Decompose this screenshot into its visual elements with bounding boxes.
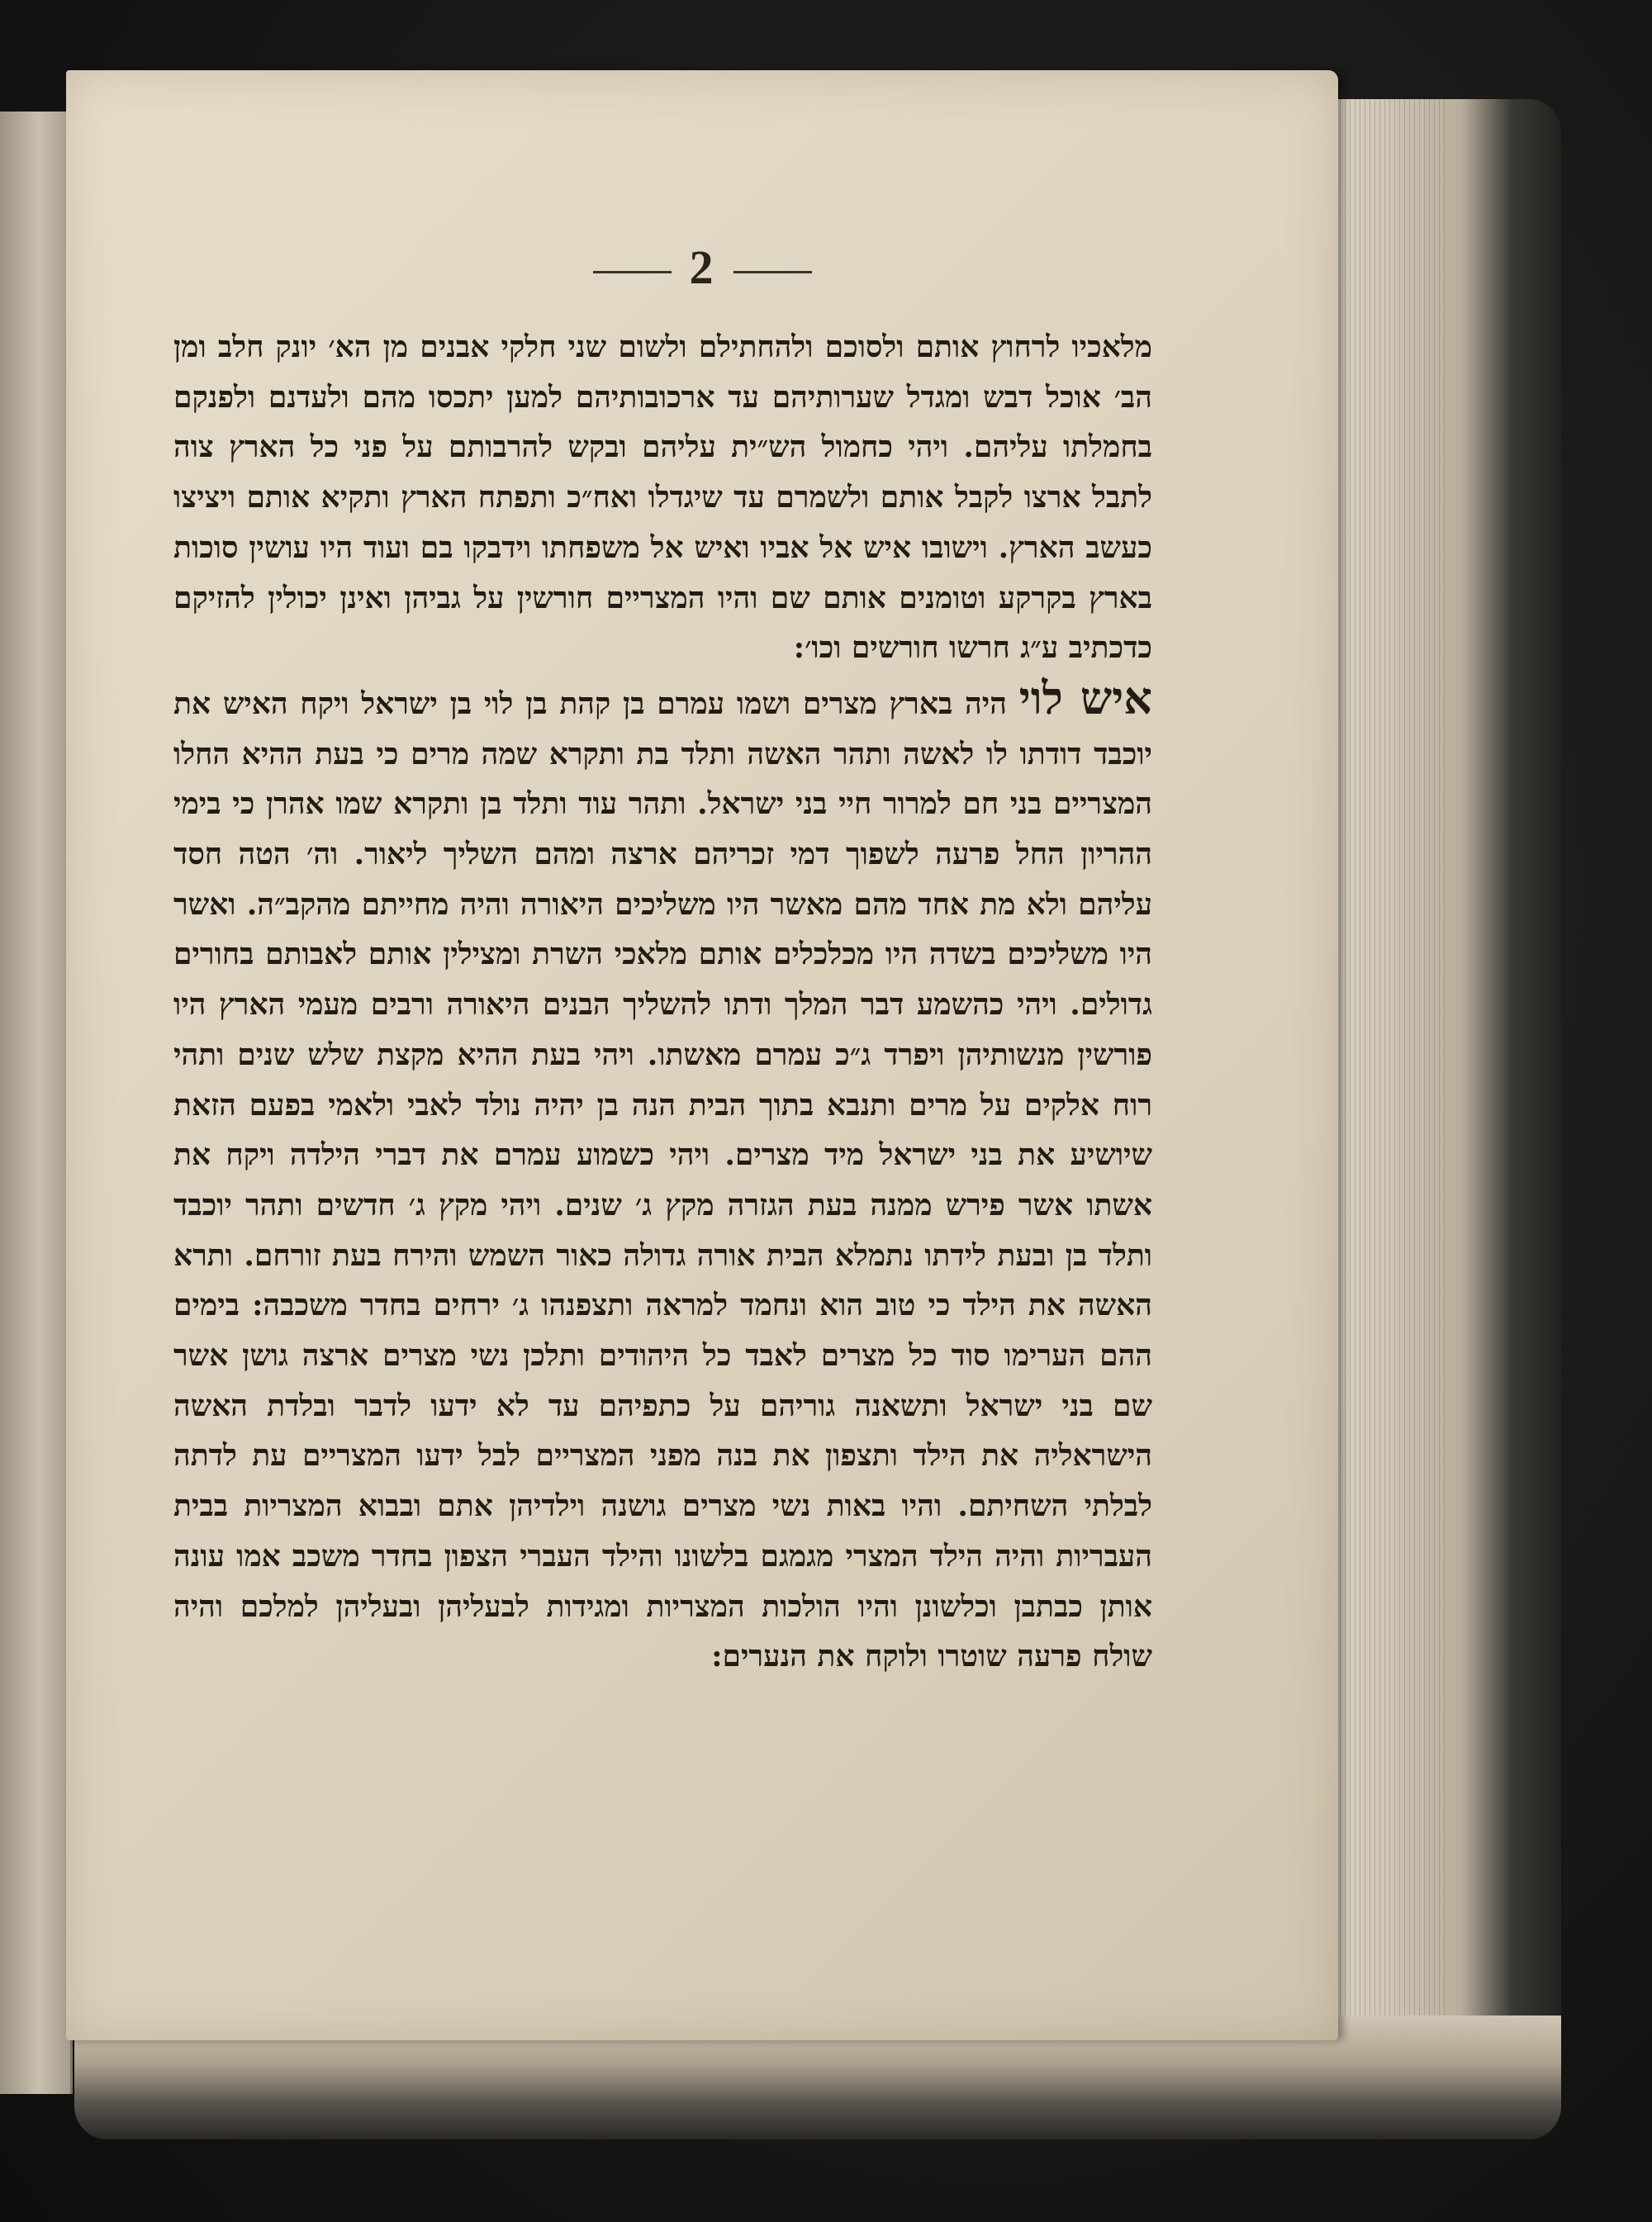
paragraph-1-text: מלאכיו לרחוץ אותם ולסוכם ולהחתילם ולשום שני חלקי אבנים מן הא׳ יונק חלב ומן הב׳ אוכל דבש ומגדל שערותיהם עד ארכובותיהם למען יתכסו מהם ולעדנם ולפנקם בחמלתו עליהם. ויהי כחמול הש״ית עליהם ובקש להרבותם על פני כל הארץ צוה לתבל ארצו לקבל אותם ולשמרם עד שיגדלו ואח״כ ותפתח הארץ ותקיא אותם ויציצו כעשב הארץ. וישובו איש אל אביו ואיש אל משפחתו וידבקו בם ועוד היו עושין סוכות בארץ בקרקע וטומנים אותם שם והיו המצריים חורשין על גביהן ואינן יכולין להזיקם כדכתיב ע״ג חרשו חורשים וכו׳:	[173, 330, 1152, 666]
page-header	[66, 240, 1338, 295]
header-dash-left	[593, 271, 672, 273]
header-dash-right	[733, 271, 812, 273]
book-page	[66, 70, 1338, 2040]
paragraph-1	[173, 322, 1152, 673]
paragraph-2-lead-word: איש לוי	[1018, 671, 1152, 724]
book-page-edges-right	[1313, 99, 1561, 2106]
paragraph-2	[173, 673, 1152, 1682]
text-body	[173, 322, 1152, 1682]
facing-page-edge	[0, 112, 73, 2094]
paragraph-2-text: היה בארץ מצרים ושמו עמרם בן קהת בן לוי בן ישראל ויקח האיש את יוכבד דודתו לו לאשה ותהר האשה ותלד בת ותקרא שמה מרים כי בעת ההיא החלו המצריים בני חם למרור חיי בני ישראל. ותהר עוד ותלד בן ותקרא שמו אהרן כי בימי ההריון החל פרעה לשפוך דמי זכריהם ארצה ומהם השליך ליאור. וה׳ הטה חסד עליהם ולא מת אחד מהם מאשר היו משליכים היאורה והיה מחייתם מהקב״ה. ואשר היו משליכים בשדה היו מכלכלים אותם מלאכי השרת ומצילין אותם לאבותם בחורים גדולים. ויהי כהשמע דבר המלך ודתו להשליך הבנים היאורה ורבים מעמי הארץ היו פורשין מנשותיהן ויפרד ג״כ עמרם מאשתו. ויהי בעת ההיא מקצת שלש שנים ותהי רוח אלקים על מרים ותנבא בתוך הבית הנה בן יהיה נולד לאבי ולאמי בפעם הזאת שיושיע את בני ישראל מיד מצרים. ויהי כשמוע עמרם את דברי הילדה ויקח את אשתו אשר פירש ממנה בעת הגזרה מקץ ג׳ שנים. ויהי מקץ ג׳ חדשים ותהר יוכבד ותלד בן ובעת לידתו נתמלא הבית אורה גדולה כאור השמש והירח בעת זורחם. ותרא האשה את הילד כי טוב הוא ונחמד למראה ותצפנהו ג׳ ירחים בחדר משכבה: בימים ההם הערימו סוד כל מצרים לאבד כל היהודים ותלכן נשי מצרים ארצה גושן אשר שם בני ישראל ותשאנה גוריהם על כתפיהם עד לא ידעו לדבר ובלדת האשה הישראליה את הילד ותצפון את בנה מפני המצריים לבל ידעו המצריים עת לדתה לבלתי השחיתם. והיו באות נשי מצרים גושנה וילדיהן אתם ובבוא המצריות בבית העבריות והיה הילד המצרי מגמגם בלשונו והילד העברי הצפון בחדר משכב אמו עונה אותן כבתבן וכלשונן והיו הולכות המצריות ומגידות לבעליהן ובעליהן למלכם והיה שולח פרעה שוטרו ולוקח את הנערים:	[173, 686, 1153, 1674]
page-number: 2	[689, 240, 715, 294]
